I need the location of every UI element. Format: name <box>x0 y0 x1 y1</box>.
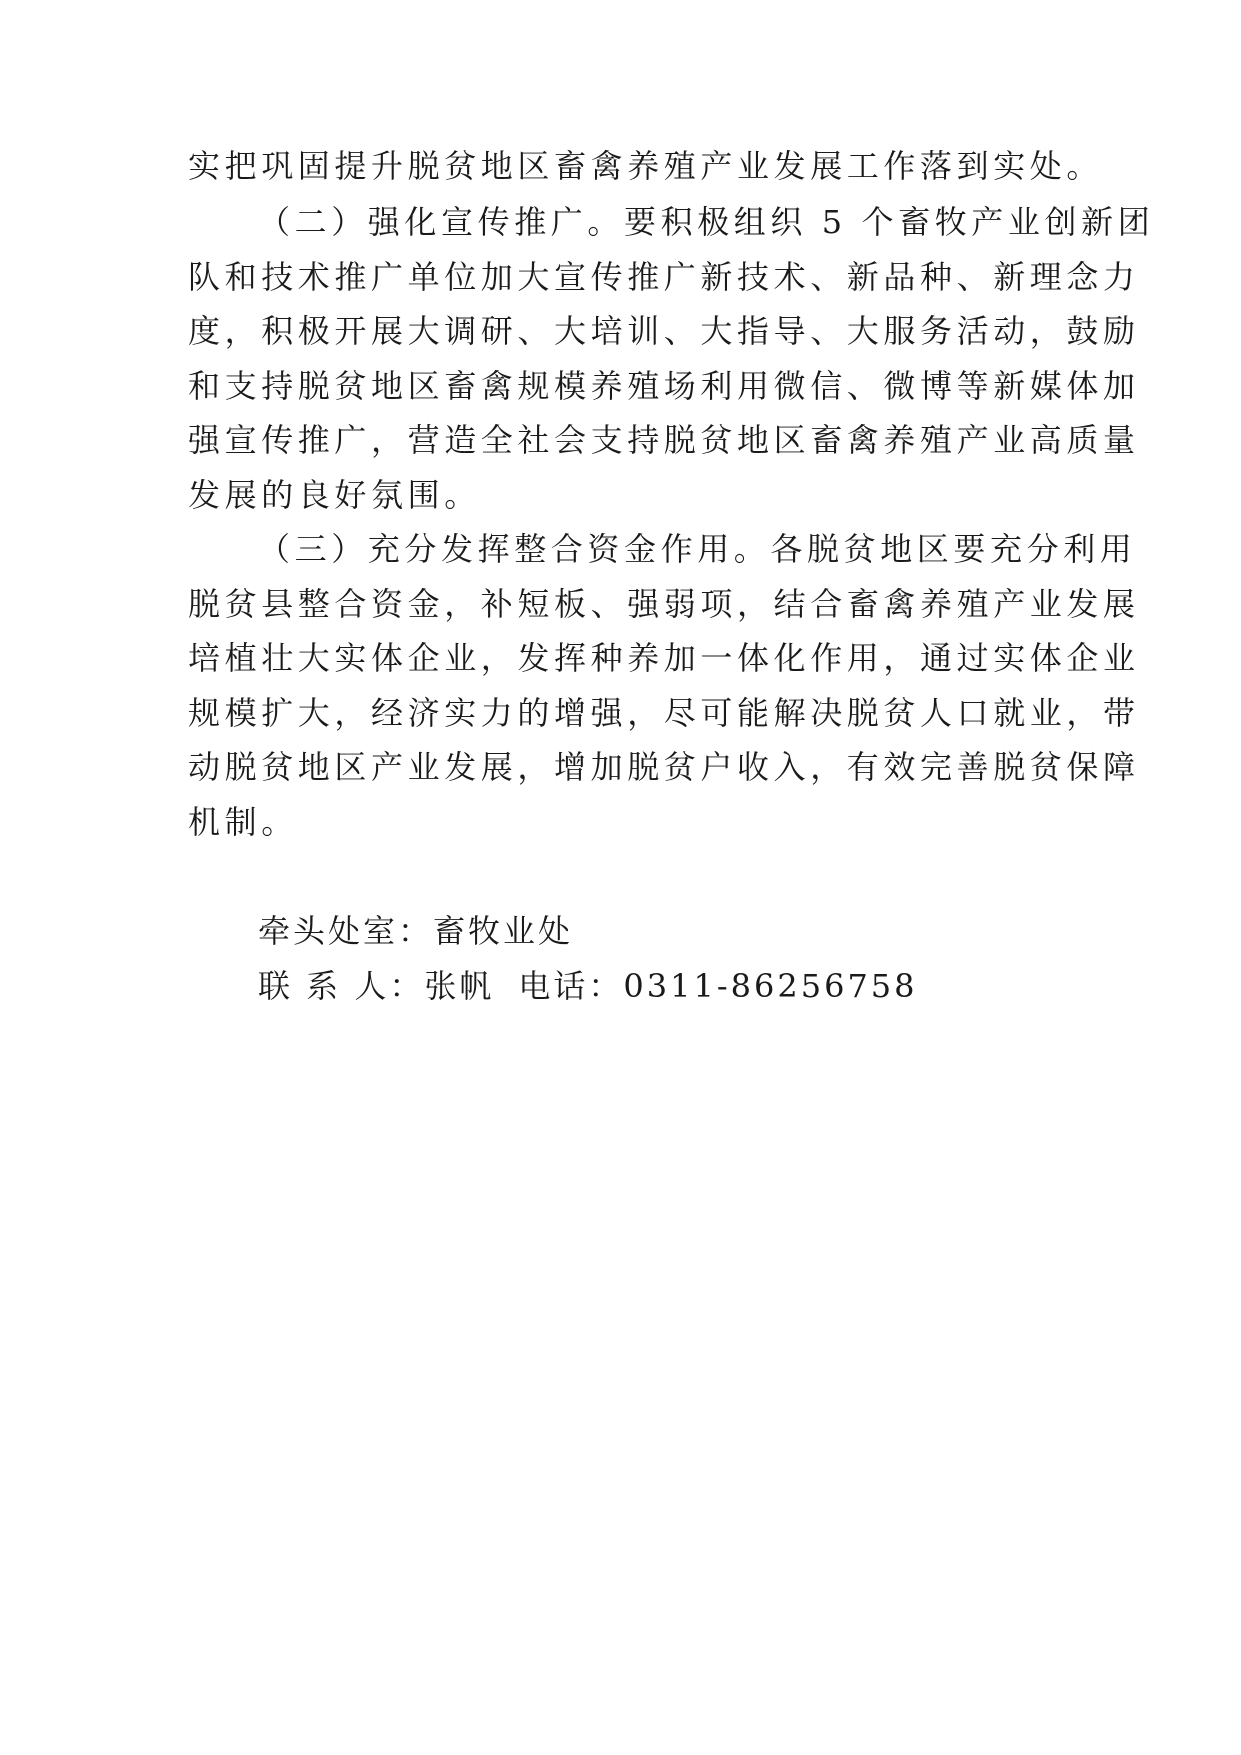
body-line-10: 培植壮大实体企业，发挥种养加一体化作用，通过实体企业 <box>188 639 1140 677</box>
body-line-7: 发展的良好氛围。 <box>188 476 481 514</box>
section-heading-3: （三）充分发挥整合资金作用。各脱贫地区要充分利用 <box>258 530 1137 568</box>
body-line-3: 队和技术推广单位加大宣传推广新技术、新品种、新理念力 <box>188 258 1140 296</box>
lead-office-label: 牵头处室： <box>258 912 434 950</box>
contact-person-value: 张帆 <box>424 967 495 1005</box>
body-line-1: 实把巩固提升脱贫地区畜禽养殖产业发展工作落到实处。 <box>188 147 1104 185</box>
contact-person-label: 联 系 人： <box>258 967 425 1005</box>
phone-value: 0311-86256758 <box>623 967 918 1005</box>
phone-label: 电话： <box>518 967 624 1005</box>
body-line-4: 度，积极开展大调研、大培训、大指导、大服务活动，鼓励 <box>188 312 1140 350</box>
body-line-5: 和支持脱贫地区畜禽规模养殖场利用微信、微博等新媒体加 <box>188 367 1140 405</box>
lead-office-value: 畜牧业处 <box>433 912 574 950</box>
body-line-9: 脱贫县整合资金，补短板、强弱项，结合畜禽养殖产业发展 <box>188 585 1140 623</box>
body-line-13: 机制。 <box>188 803 298 841</box>
body-line-6: 强宣传推广，营造全社会支持脱贫地区畜禽养殖产业高质量 <box>188 421 1140 459</box>
section-heading-2: （二）强化宣传推广。要积极组织 5 个畜牧产业创新团 <box>258 203 1155 241</box>
body-line-12: 动脱贫地区产业发展，增加脱贫户收入，有效完善脱贫保障 <box>188 748 1140 786</box>
body-line-11: 规模扩大，经济实力的增强，尽可能解决脱贫人口就业，带 <box>188 694 1140 732</box>
lead-office-row <box>258 905 958 957</box>
contact-row <box>258 960 958 1012</box>
